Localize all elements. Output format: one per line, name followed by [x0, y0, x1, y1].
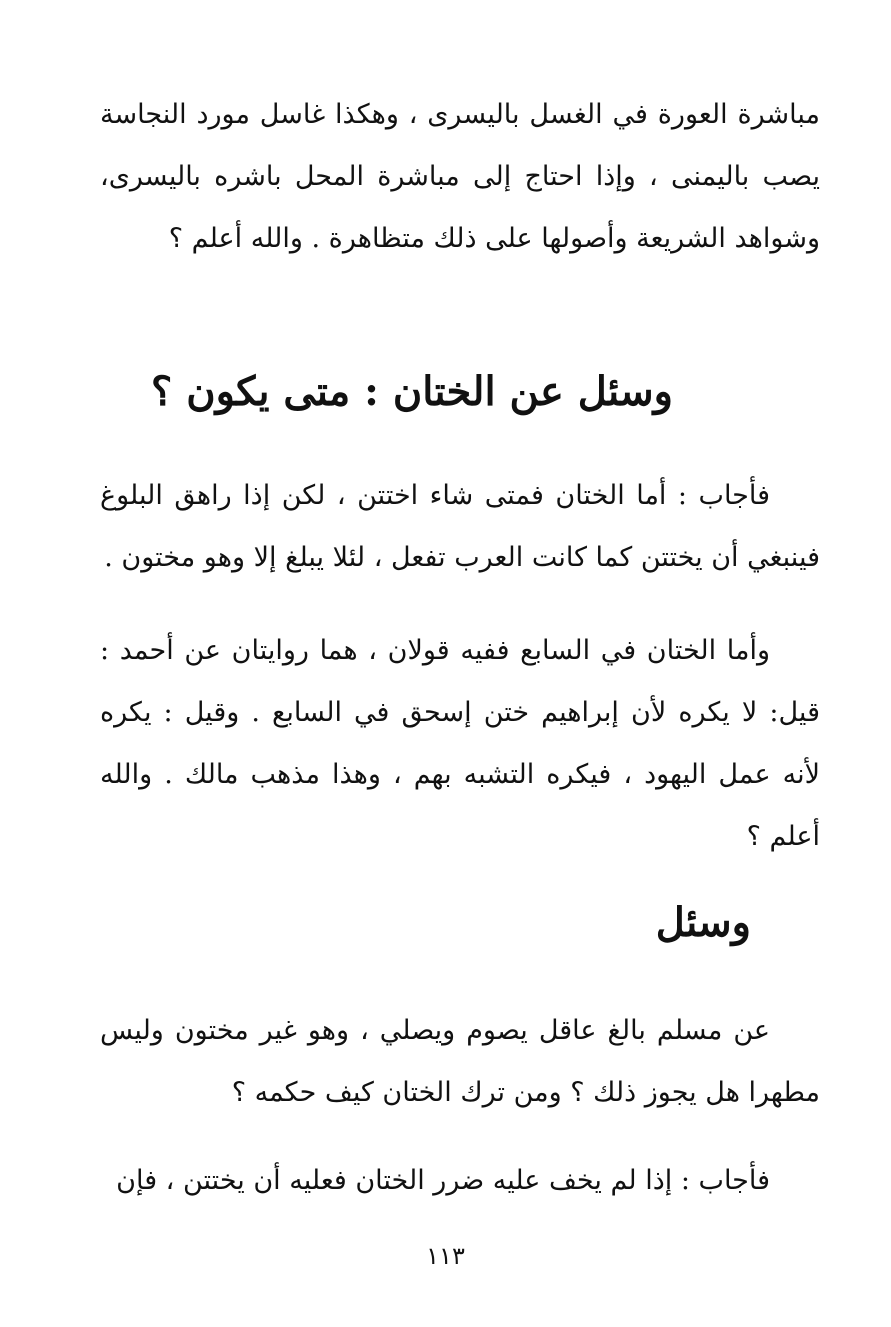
- text-line: عن مسلم بالغ عاقل يصوم ويصلي ، وهو غير مختون وليس مطهرا: [100, 1015, 820, 1108]
- paragraph-3-text: [100, 620, 820, 868]
- paragraph-seventh-day: [100, 620, 820, 868]
- question-heading-second: وسئل: [655, 899, 751, 946]
- answer-paragraph-timing: [100, 465, 820, 589]
- paragraph-2-text: [100, 465, 820, 589]
- text-line: الشريعة وأصولها على ذلك متظاهرة . والله أعلم ؟: [168, 223, 726, 254]
- text-line: فأجاب : إذا لم يخف عليه ضرر الختان فعليه أن يختتن ، فإن: [116, 1165, 770, 1196]
- paragraph-5-text: [100, 1150, 820, 1212]
- text-line: يصب باليمنى ، وإذا احتاج إلى مباشرة المحل باشره باليسرى، وشواهد: [100, 161, 820, 254]
- answer-paragraph-obligation: [100, 1150, 820, 1212]
- text-line: لا يكره لأن إبراهيم ختن إسحق في السابع . وقيل : يكره لأنه عمل: [100, 697, 820, 790]
- paragraph-4-text: [100, 1000, 820, 1124]
- question-paragraph-uncircumcised: [100, 1000, 820, 1124]
- page-number: ١١٣: [426, 1242, 465, 1270]
- question-heading-circumcision-timing: وسئل عن الختان : متى يكون ؟: [151, 368, 673, 415]
- paragraph-1-text: [100, 84, 820, 270]
- text-line: فينبغي أن يختتن كما كانت العرب تفعل ، لئلا يبلغ إلا وهو مختون .: [104, 542, 820, 573]
- paragraph-continued: [100, 84, 820, 270]
- text-line: هل يجوز ذلك ؟ ومن ترك الختان كيف حكمه ؟: [231, 1077, 740, 1108]
- text-line: مباشرة العورة في الغسل باليسرى ، وهكذا غاسل مورد النجاسة: [100, 99, 820, 130]
- text-line: اليهود ، فيكره التشبه بهم ، وهذا مذهب مالك . والله أعلم ؟: [100, 759, 820, 852]
- text-line: فأجاب : أما الختان فمتى شاء اختتن ، لكن إذا راهق البلوغ: [100, 480, 770, 511]
- text-line: وأما الختان في السابع ففيه قولان ، هما روايتان عن أحمد : قيل:: [100, 635, 820, 728]
